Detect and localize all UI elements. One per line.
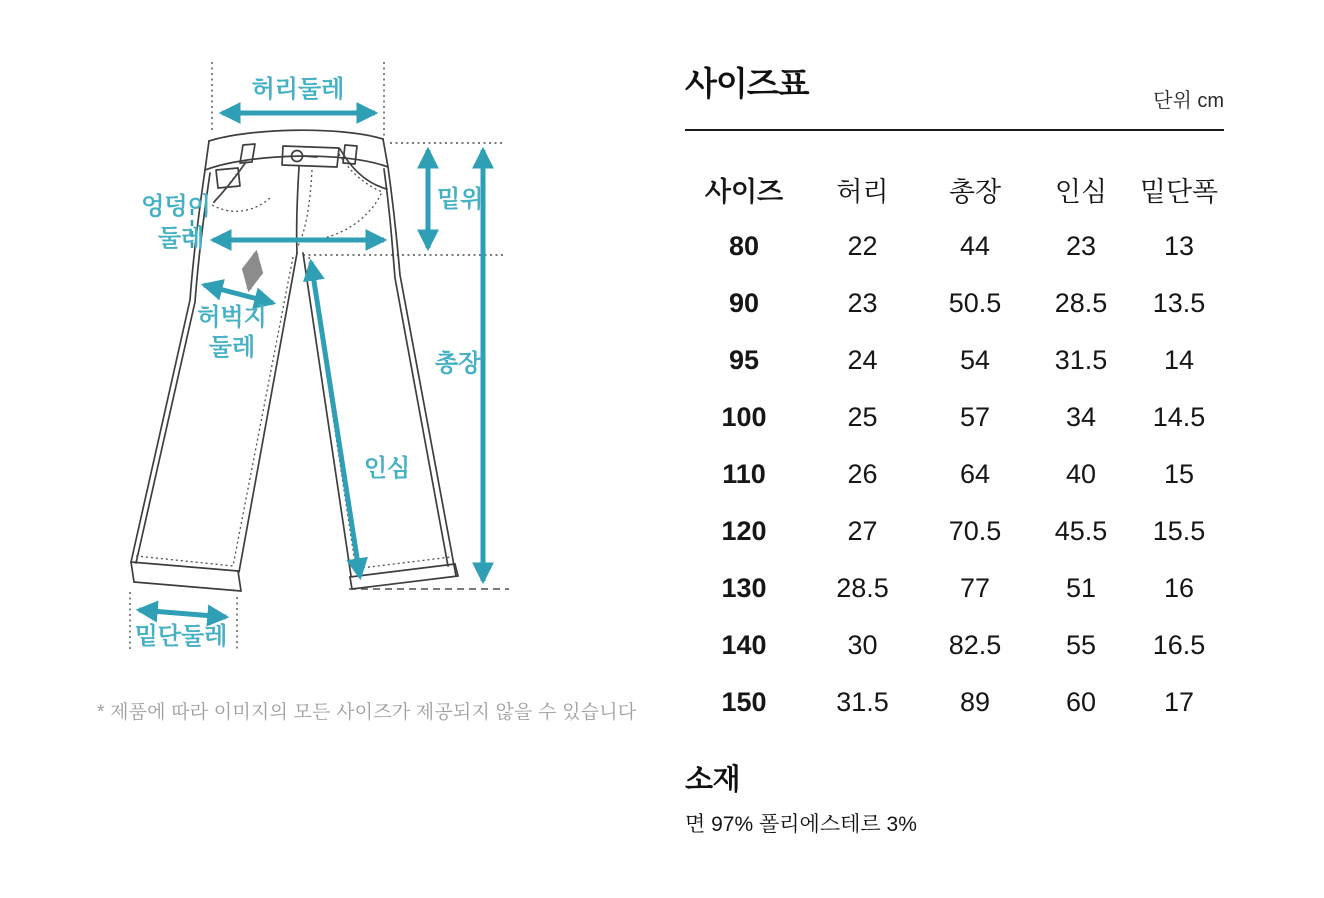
length-cell: 77 <box>959 573 991 603</box>
col-header-inseam: 인심 <box>1054 177 1108 207</box>
col-header-hem: 밑단폭 <box>1139 177 1219 207</box>
material-value: 면 97% 폴리에스테르 3% <box>685 813 917 836</box>
size-cell: 90 <box>728 288 760 318</box>
hem-arrow <box>139 610 226 617</box>
size-cell: 120 <box>721 516 767 546</box>
total-length-label: 총장 <box>434 350 482 377</box>
pants-measurement-diagram <box>0 0 660 760</box>
thigh-arrow <box>204 285 273 303</box>
waist-cell: 27 <box>847 516 878 546</box>
col-header-waist: 허리 <box>836 177 889 207</box>
unit-note: 단위 cm <box>1153 90 1224 112</box>
waist-cell: 28.5 <box>836 573 889 603</box>
inseam-cell: 40 <box>1065 459 1097 489</box>
title-divider <box>685 129 1224 131</box>
waist-cell: 31.5 <box>836 687 889 717</box>
hem-cell: 13.5 <box>1152 288 1206 318</box>
inseam-cell: 51 <box>1065 573 1097 603</box>
waist-cell: 26 <box>847 459 878 489</box>
inseam-cell: 28.5 <box>1054 288 1108 318</box>
material-heading: 소재 <box>685 764 741 796</box>
hem-cell: 14 <box>1163 345 1195 375</box>
thigh-label-line2: 둘레 <box>208 334 256 361</box>
inseam-cell: 34 <box>1065 402 1097 432</box>
length-cell: 44 <box>959 231 991 261</box>
hem-cell: 13 <box>1163 231 1195 261</box>
inseam-label: 인심 <box>363 455 411 482</box>
hem-cell: 15 <box>1163 459 1195 489</box>
size-chart-panel <box>685 0 1224 898</box>
size-cell: 95 <box>728 345 760 375</box>
length-cell: 57 <box>959 402 991 432</box>
thigh-label-line1: 허벅지 <box>197 304 267 331</box>
hem-cell: 16.5 <box>1152 630 1206 660</box>
length-cell: 70.5 <box>948 516 1002 546</box>
waist-cell: 25 <box>847 402 878 432</box>
size-table <box>685 161 1224 731</box>
waist-cell: 22 <box>847 231 878 261</box>
size-cell: 80 <box>728 231 760 261</box>
hem-cell: 15.5 <box>1152 516 1206 546</box>
hem-cell: 14.5 <box>1152 402 1206 432</box>
col-header-length: 총장 <box>948 177 1002 207</box>
hem-cell: 17 <box>1163 687 1195 717</box>
inseam-cell: 23 <box>1065 231 1097 261</box>
size-cell: 140 <box>721 630 767 660</box>
hip-label-line2: 둘레 <box>157 225 205 252</box>
hip-label-line1: 엉덩이 <box>141 193 211 220</box>
waist-cell: 23 <box>847 288 878 318</box>
length-cell: 64 <box>959 459 991 489</box>
hem-cell: 16 <box>1163 573 1195 603</box>
length-cell: 82.5 <box>948 630 1002 660</box>
rise-label: 밑위 <box>437 186 484 213</box>
waist-cell: 24 <box>847 345 878 375</box>
inseam-cell: 45.5 <box>1054 516 1108 546</box>
diagram-footnote: * 제품에 따라 이미지의 모든 사이즈가 제공되지 않을 수 있습니다 <box>97 702 637 723</box>
inseam-cell: 60 <box>1065 687 1097 717</box>
length-cell: 50.5 <box>948 288 1002 318</box>
length-cell: 54 <box>959 345 991 375</box>
crotch-arrow <box>249 253 256 289</box>
col-header-size: 사이즈 <box>704 177 784 207</box>
inseam-cell: 55 <box>1065 630 1097 660</box>
inseam-arrow <box>311 262 360 577</box>
size-cell: 150 <box>721 687 767 717</box>
size-cell: 100 <box>721 402 767 432</box>
inseam-cell: 31.5 <box>1054 345 1108 375</box>
size-cell: 110 <box>722 459 766 489</box>
page-title: 사이즈표 <box>685 65 809 102</box>
length-cell: 89 <box>959 687 991 717</box>
waist-cell: 30 <box>847 630 878 660</box>
size-cell: 130 <box>721 573 767 603</box>
waist-label: 허리둘레 <box>251 76 345 103</box>
hem-label: 밑단둘레 <box>134 623 228 650</box>
